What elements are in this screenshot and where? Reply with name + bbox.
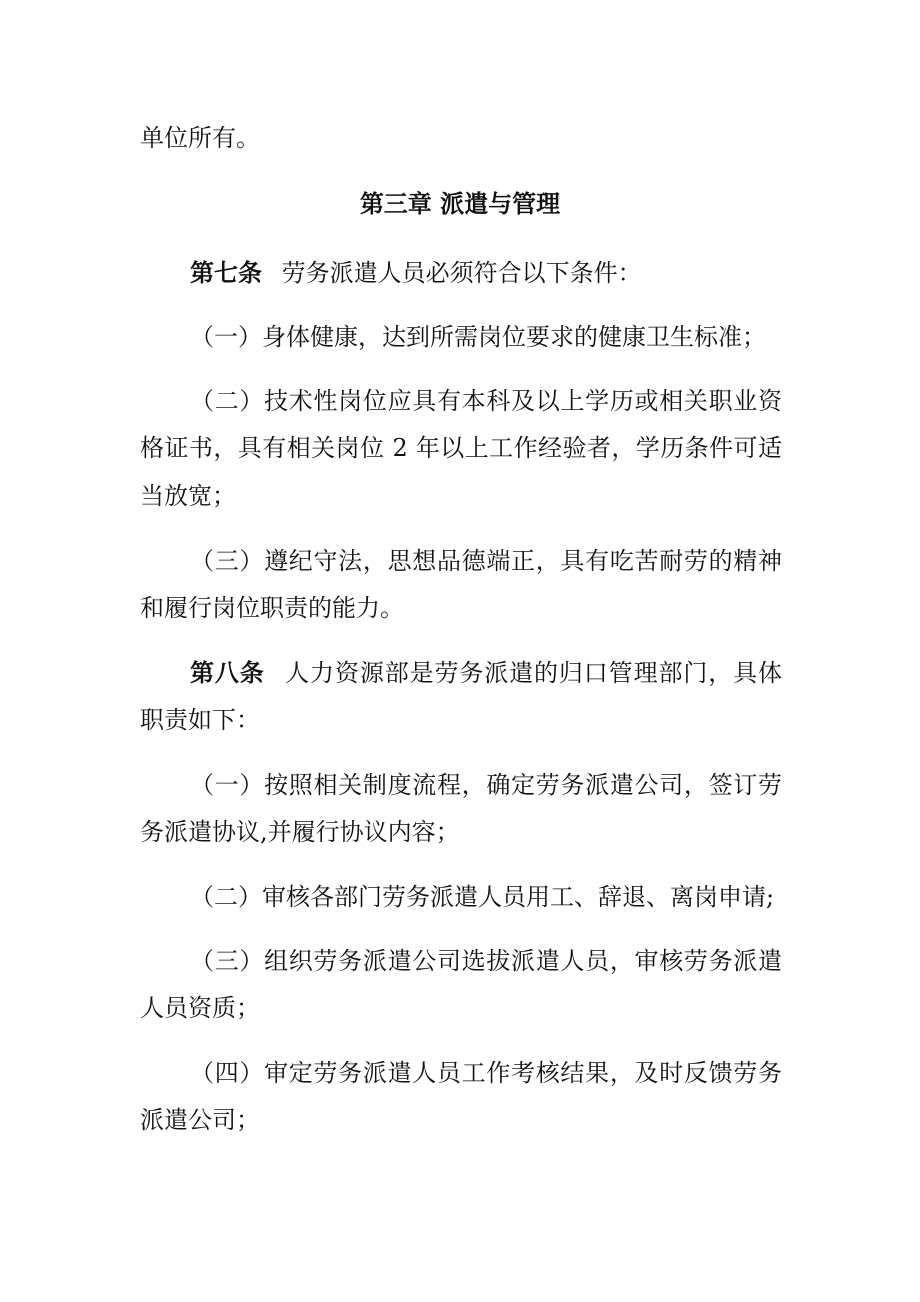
article-8-item-3-line-2: 人员资质； [140,994,260,1022]
paragraph-line: 单位所有。 [140,124,260,152]
article-7-item-3-line-2: 和履行岗位职责的能力。 [140,594,404,622]
article-8-item-2: （二）审核各部门劳务派遣人员用工、辞退、离岗申请; [190,883,775,911]
article-8-item-3-line-1: （三）组织劳务派遣公司选拔派遣人员，审核劳务派遣 [190,947,782,975]
article-8-item-1-line-1: （一）按照相关制度流程，确定劳务派遣公司，签订劳 [190,771,782,799]
article-7-item-2-line-1: （二）技术性岗位应具有本科及以上学历或相关职业资 [190,387,782,415]
article-7-item-2-line-3: 当放宽； [140,482,236,510]
article-8-item-4-line-2: 派遣公司； [140,1106,260,1134]
article-7-item-1: （一）身体健康，达到所需岗位要求的健康卫生标准； [190,323,766,351]
article-8-item-4-line-1: （四）审定劳务派遣人员工作考核结果，及时反馈劳务 [190,1059,782,1087]
article-7-number: 第七条 [190,259,262,287]
article-8-line-1 [190,657,782,689]
article-7-item-2-line-2: 格证书，具有相关岗位 2 年以上工作经验者，学历条件可适 [140,434,782,462]
chapter-heading: 第三章 派遣与管理 [359,190,561,218]
article-7-item-3-line-1: （三）遵纪守法，思想品德端正，具有吃苦耐劳的精神 [190,547,782,575]
article-7-text: 劳务派遣人员必须符合以下条件： [281,259,642,287]
article-8-line-2: 职责如下： [140,706,260,734]
article-8-text: 人力资源部是劳务派遣的归口管理部门，具体 [285,659,782,687]
article-7-line [190,257,782,289]
article-8-number: 第八条 [190,659,265,687]
article-8-item-1-line-2: 务派遣协议,并履行协议内容； [140,818,460,846]
